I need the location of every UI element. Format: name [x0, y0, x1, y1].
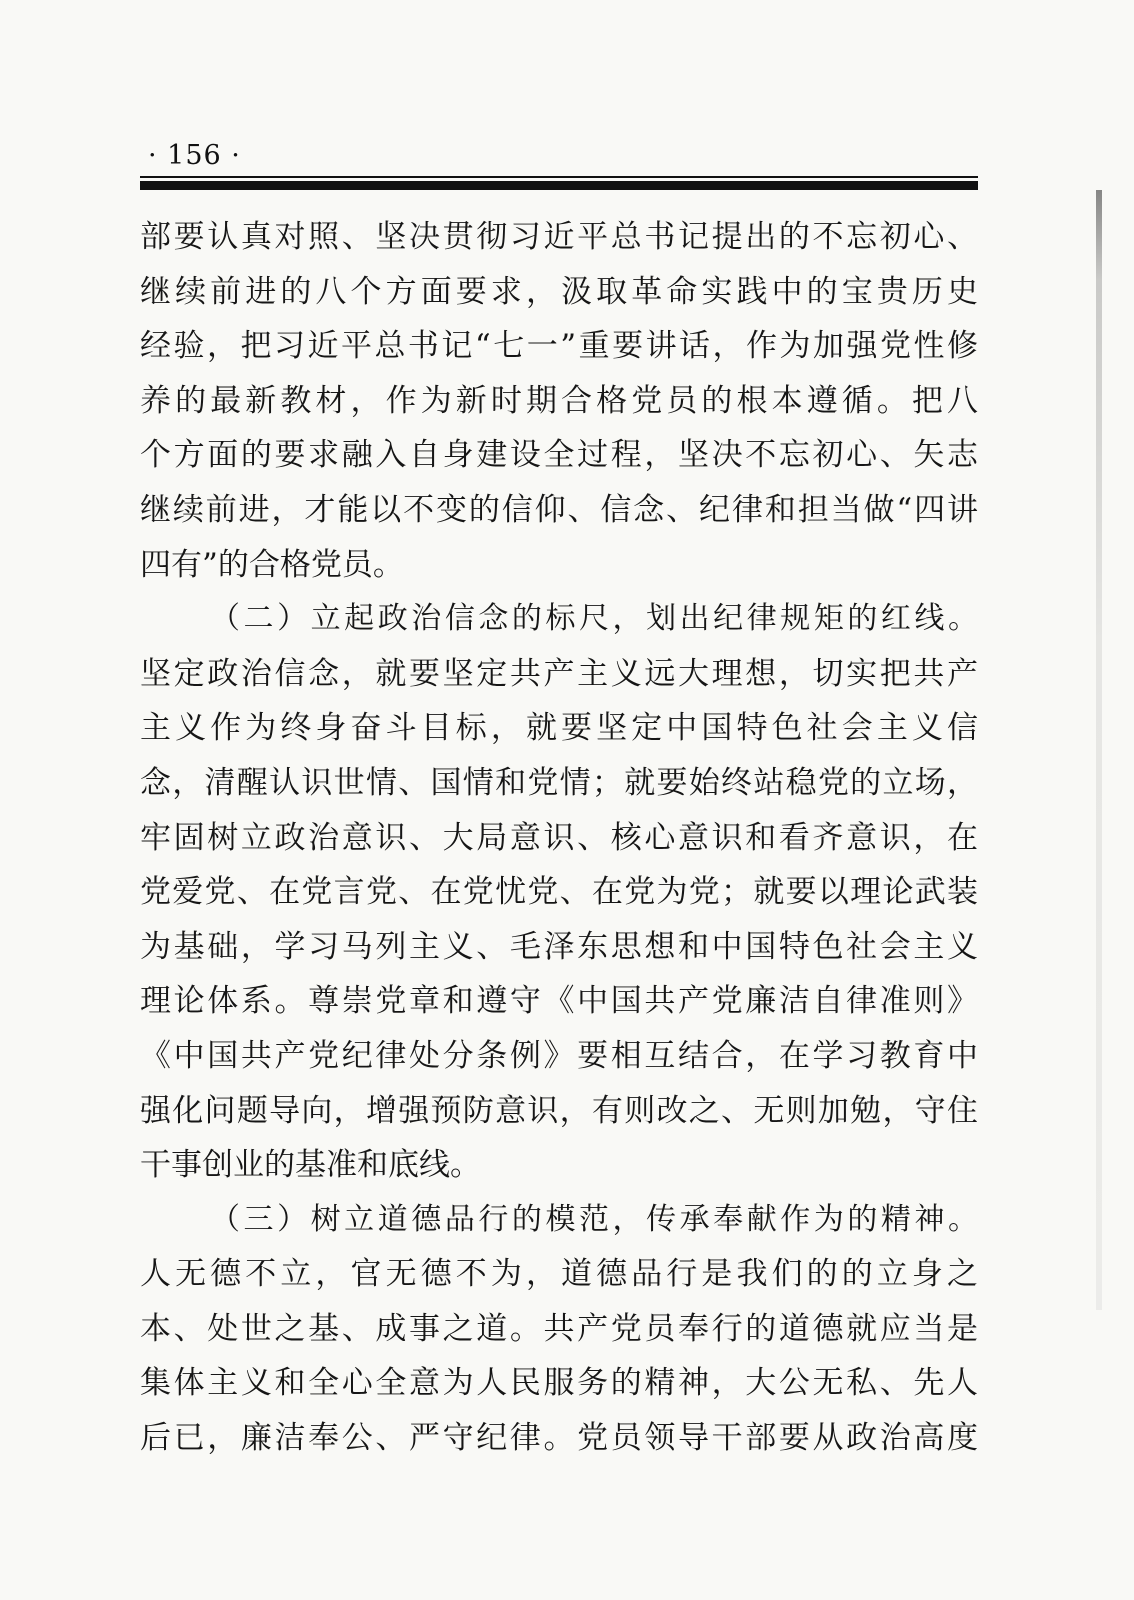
body-line: 养的最新教材，作为新时期合格党员的根本遵循。把八: [140, 382, 978, 419]
body-line: 后已，廉洁奉公、严守纪律。党员领导干部要从政治高度: [140, 1420, 978, 1457]
body-line: 四有”的合格党员。: [140, 546, 404, 583]
body-line: 念，清醒认识世情、国情和党情；就要始终站稳党的立场，: [140, 764, 978, 801]
body-line: 本、处世之基、成事之道。共产党员奉行的道德就应当是: [140, 1310, 978, 1347]
body-line: 个方面的要求融入自身建设全过程，坚决不忘初心、矢志: [140, 437, 978, 474]
body-line: 经验，把习近平总书记“七一”重要讲话，作为加强党性修: [140, 328, 978, 365]
body-line: 牢固树立政治意识、大局意识、核心意识和看齐意识，在: [140, 819, 978, 856]
header-rule-thick: [140, 181, 978, 190]
body-line: 为基础，学习马列主义、毛泽东思想和中国特色社会主义: [140, 928, 978, 965]
paragraph-continued: [140, 210, 978, 592]
page-number: · 156 ·: [148, 140, 241, 171]
body-line: 党爱党、在党言党、在党忧党、在党为党；就要以理论武装: [140, 874, 978, 911]
paragraph-section-two: [140, 592, 978, 1193]
body-line: 坚定政治信念，就要坚定共产主义远大理想，切实把共产: [140, 655, 978, 692]
paragraph-section-three: [140, 1193, 978, 1466]
body-line: 集体主义和全心全意为人民服务的精神，大公无私、先人: [140, 1365, 978, 1402]
body-line: 强化问题导向，增强预防意识，有则改之、无则加勉，守住: [140, 1092, 978, 1129]
page-edge-shadow: [1096, 190, 1102, 1310]
body-line: 《中国共产党纪律处分条例》要相互结合，在学习教育中: [140, 1037, 978, 1074]
section-heading: （三）树立道德品行的模范，传承奉献作为的精神。: [210, 1201, 978, 1237]
section-heading: （二）立起政治信念的标尺，划出纪律规矩的红线。: [210, 601, 978, 637]
header-rule-thin: [140, 176, 978, 178]
body-line: 干事创业的基准和底线。: [140, 1147, 481, 1184]
body-line: 主义作为终身奋斗目标，就要坚定中国特色社会主义信: [140, 710, 978, 747]
body-line: 人无德不立，官无德不为，道德品行是我们的的立身之: [140, 1256, 978, 1293]
body-line: 继续前进的八个方面要求，汲取革命实践中的宝贵历史: [140, 273, 978, 310]
body-line: 部要认真对照、坚决贯彻习近平总书记提出的不忘初心、: [140, 219, 978, 255]
body-text: [140, 210, 978, 1466]
body-line: 继续前进，才能以不变的信仰、信念、纪律和担当做“四讲: [140, 491, 978, 528]
body-line: 理论体系。尊崇党章和遵守《中国共产党廉洁自律准则》: [140, 983, 978, 1020]
